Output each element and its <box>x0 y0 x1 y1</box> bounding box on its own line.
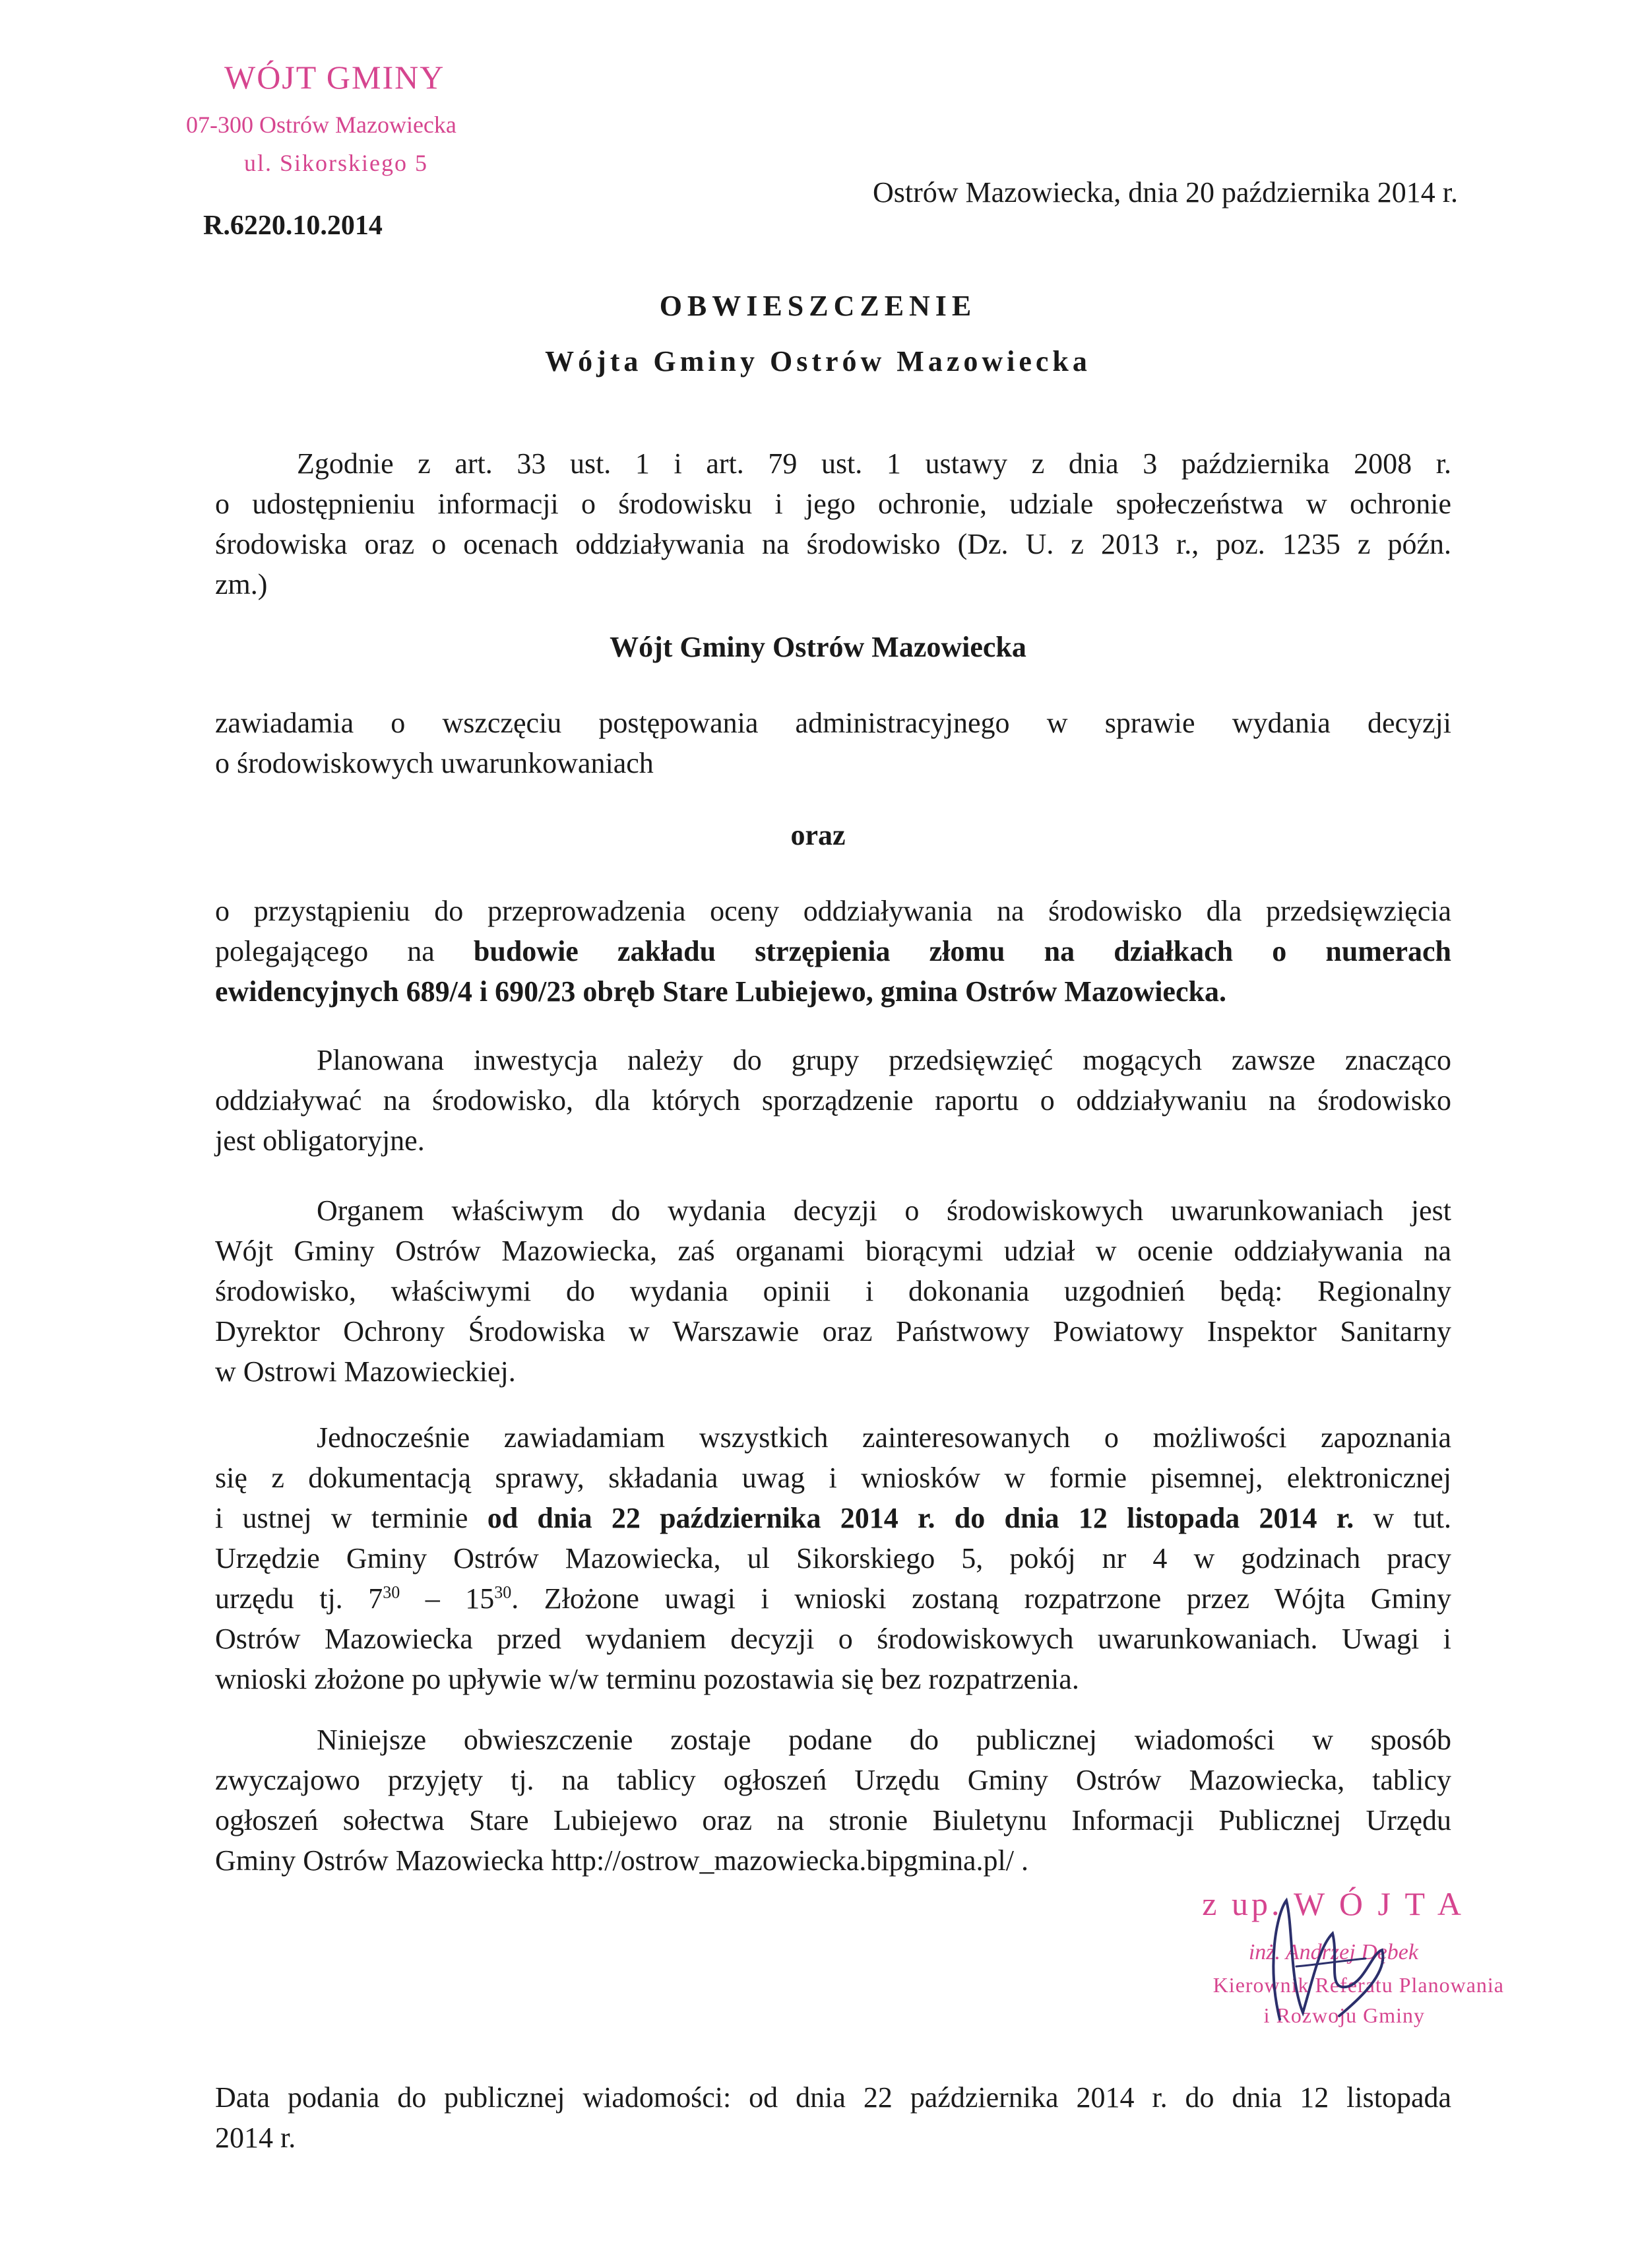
investment-line-3: jest obligatoryjne. <box>215 1124 425 1157</box>
intro-line-2: o udostępnieniu informacji o środowisku i jego ochronie, udziale społeczeństwa w ochronie <box>215 488 1451 520</box>
project-paragraph <box>215 891 1451 1012</box>
publish-line-1: Niniejsze obwieszczenie zostaje podane do publicznej wiadomości w sposób <box>317 1724 1451 1756</box>
publish-line-4: Gminy Ostrów Mazowiecka http://ostrow_mazowiecka.bipgmina.pl/ . <box>215 1844 1028 1877</box>
organ-line-1: Organem właściwym do wydania decyzji o środowiskowych uwarunkowaniach jest <box>317 1194 1451 1227</box>
stamp-postal-line: 07-300 Ostrów Mazowiecka <box>186 112 456 138</box>
notice-line-3a: i ustnej w terminie <box>215 1502 488 1534</box>
footer-line-2: 2014 r. <box>215 2122 296 2154</box>
signature-name: inż. Andrzej Dębek <box>1248 1940 1418 1964</box>
project-line-2 <box>215 931 1451 971</box>
publication-date-paragraph <box>215 2077 1451 2158</box>
organ-line-4: Dyrektor Ochrony Środowiska w Warszawie oraz Państwowy Powiatowy Inspektor Sanitarny <box>215 1315 1451 1347</box>
investment-line-2: oddziaływać na środowisko, dla których sporządzenie raportu o oddziaływaniu na środowisko <box>215 1084 1451 1117</box>
project-line-1: o przystąpieniu do przeprowadzenia oceny oddziaływania na środowisko dla przedsięwzięcia <box>215 895 1451 927</box>
signature-authority: z up. W Ó J T A <box>1202 1885 1464 1922</box>
publish-line-2: zwyczajowo przyjęty tj. na tablicy ogłoszeń Urzędu Gminy Ostrów Mazowiecka, tablicy <box>215 1764 1451 1796</box>
reference-number: R.6220.10.2014 <box>203 211 383 241</box>
organ-line-5: w Ostrowi Mazowieckiej. <box>215 1355 516 1388</box>
investment-line-1: Planowana inwestycja należy do grupy przedsięwzięć mogących zawsze znacząco <box>317 1044 1451 1076</box>
signature-position: Kierownik Referatu Planowania <box>1212 1973 1504 1997</box>
project-line-3: ewidencyjnych 689/4 i 690/23 obręb Stare Lubiejewo, gmina Ostrów Mazowiecka. <box>215 975 1226 1008</box>
notify-line-1: zawiadamia o wszczęciu postępowania administracyjnego w sprawie wydania decyzji <box>215 707 1451 739</box>
notice-deadline: od dnia 22 października 2014 r. do dnia 12 listopada 2014 r. <box>487 1502 1354 1534</box>
notice-line-5 <box>215 1578 1451 1619</box>
notify-paragraph <box>215 703 1451 783</box>
handwritten-signature-icon <box>1240 1887 1438 2039</box>
publish-line-3: ogłoszeń sołectwa Stare Lubiejewo oraz na stronie Biuletynu Informacji Publicznej Urzędu <box>215 1804 1451 1836</box>
notice-hour-end-minutes: 30 <box>494 1582 512 1602</box>
publish-paragraph <box>215 1720 1451 1881</box>
project-line-2a: polegającego na <box>215 935 474 967</box>
oraz-heading: oraz <box>790 819 846 851</box>
signature-department: i Rozwoju Gminy <box>1263 2003 1425 2027</box>
organ-paragraph <box>215 1190 1451 1392</box>
notice-line-7: wnioski złożone po upływie w/w terminu pozostawia się bez rozpatrzenia. <box>215 1663 1079 1695</box>
authority-heading: Wójt Gminy Ostrów Mazowiecka <box>610 631 1026 663</box>
notice-line-2: się z dokumentacją sprawy, składania uwag i wniosków w formie pisemnej, elektronicznej <box>215 1462 1451 1494</box>
document-subtitle: Wójta Gminy Ostrów Mazowiecka <box>545 345 1091 377</box>
intro-line-4: zm.) <box>215 568 268 600</box>
notify-line-2: o środowiskowych uwarunkowaniach <box>215 747 654 779</box>
project-line-2b: budowie zakładu strzępienia złomu na działkach o numerach <box>473 935 1452 967</box>
footer-line-1: Data podania do publicznej wiadomości: od dnia 22 października 2014 r. do dnia 12 listopada <box>215 2081 1451 2114</box>
notice-line-1: Jednocześnie zawiadamiam wszystkich zainteresowanych o możliwości zapoznania <box>317 1421 1451 1454</box>
stamp-street-line: ul. Sikorskiego 5 <box>244 150 429 176</box>
notice-line-3 <box>215 1498 1451 1538</box>
place-date: Ostrów Mazowiecka, dnia 20 października 2014 r. <box>872 176 1458 209</box>
investment-paragraph <box>215 1040 1451 1161</box>
notice-paragraph <box>215 1417 1451 1699</box>
notice-hour-start-minutes: 30 <box>383 1582 400 1602</box>
organ-line-3: środowisko, właściwymi do wydania opinii i dokonania uzgodnień będą: Regionalny <box>215 1275 1451 1307</box>
notice-line-5c: . Złożone uwagi i wnioski zostaną rozpatrzone przez Wójta Gminy <box>511 1582 1451 1615</box>
document-title: OBWIESZCZENIE <box>659 290 977 322</box>
intro-line-3: środowiska oraz o ocenach oddziaływania na środowisko (Dz. U. z 2013 r., poz. 1235 z późn. <box>215 528 1451 560</box>
intro-line-1: Zgodnie z art. 33 ust. 1 i art. 79 ust. 1 ustawy z dnia 3 października 2008 r. <box>297 447 1451 480</box>
stamp-title: WÓJT GMINY <box>224 59 445 96</box>
notice-line-5a: urzędu tj. 7 <box>215 1582 383 1615</box>
organ-line-2: Wójt Gminy Ostrów Mazowiecka, zaś organami biorącymi udział w ocenie oddziaływania na <box>215 1235 1451 1267</box>
notice-line-3c: w tut. <box>1354 1502 1451 1534</box>
intro-paragraph <box>215 443 1451 604</box>
notice-line-5b: – 15 <box>400 1582 495 1615</box>
notice-line-4: Urzędzie Gminy Ostrów Mazowiecka, ul Sikorskiego 5, pokój nr 4 w godzinach pracy <box>215 1542 1451 1574</box>
notice-line-6: Ostrów Mazowiecka przed wydaniem decyzji o środowiskowych uwarunkowaniach. Uwagi i <box>215 1623 1451 1655</box>
